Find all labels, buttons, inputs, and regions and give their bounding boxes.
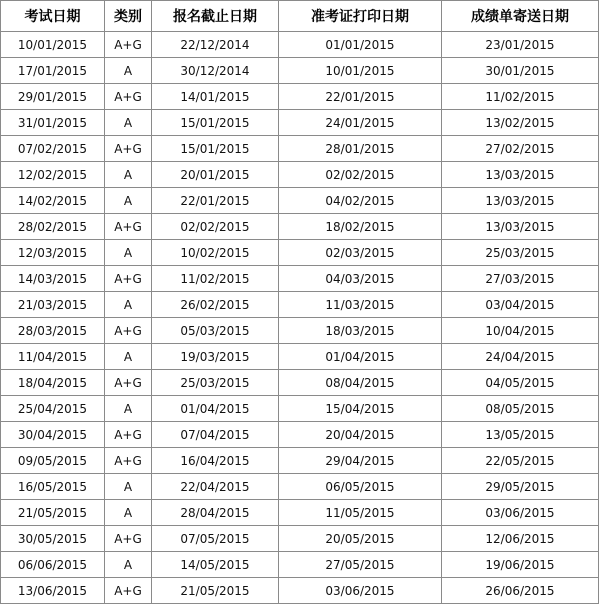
cell-print-date: 18/03/2015 xyxy=(279,318,442,344)
cell-category: A+G xyxy=(105,526,152,552)
cell-mail-date: 08/05/2015 xyxy=(442,396,599,422)
cell-category: A xyxy=(105,240,152,266)
cell-mail-date: 13/03/2015 xyxy=(442,214,599,240)
cell-registration-deadline: 22/12/2014 xyxy=(152,32,279,58)
cell-registration-deadline: 15/01/2015 xyxy=(152,110,279,136)
header-score-report-mail-date: 成绩单寄送日期 xyxy=(442,1,599,32)
cell-print-date: 18/02/2015 xyxy=(279,214,442,240)
cell-print-date: 01/01/2015 xyxy=(279,32,442,58)
cell-exam-date: 30/04/2015 xyxy=(1,422,105,448)
cell-category: A+G xyxy=(105,422,152,448)
cell-mail-date: 23/01/2015 xyxy=(442,32,599,58)
cell-print-date: 24/01/2015 xyxy=(279,110,442,136)
cell-print-date: 20/04/2015 xyxy=(279,422,442,448)
cell-print-date: 27/05/2015 xyxy=(279,552,442,578)
cell-category: A xyxy=(105,110,152,136)
table-row xyxy=(1,58,599,84)
cell-mail-date: 24/04/2015 xyxy=(442,344,599,370)
cell-print-date: 04/03/2015 xyxy=(279,266,442,292)
cell-registration-deadline: 26/02/2015 xyxy=(152,292,279,318)
table-row xyxy=(1,422,599,448)
cell-registration-deadline: 07/04/2015 xyxy=(152,422,279,448)
table-row xyxy=(1,266,599,292)
cell-exam-date: 06/06/2015 xyxy=(1,552,105,578)
table-row xyxy=(1,448,599,474)
table-row xyxy=(1,292,599,318)
cell-mail-date: 13/03/2015 xyxy=(442,162,599,188)
cell-exam-date: 10/01/2015 xyxy=(1,32,105,58)
table-row xyxy=(1,84,599,110)
cell-mail-date: 26/06/2015 xyxy=(442,578,599,604)
cell-registration-deadline: 14/05/2015 xyxy=(152,552,279,578)
cell-mail-date: 27/02/2015 xyxy=(442,136,599,162)
cell-mail-date: 29/05/2015 xyxy=(442,474,599,500)
table-row xyxy=(1,240,599,266)
table-row xyxy=(1,318,599,344)
cell-registration-deadline: 02/02/2015 xyxy=(152,214,279,240)
table-row xyxy=(1,526,599,552)
cell-print-date: 08/04/2015 xyxy=(279,370,442,396)
cell-category: A+G xyxy=(105,214,152,240)
cell-exam-date: 14/03/2015 xyxy=(1,266,105,292)
cell-exam-date: 30/05/2015 xyxy=(1,526,105,552)
cell-print-date: 02/03/2015 xyxy=(279,240,442,266)
cell-registration-deadline: 21/05/2015 xyxy=(152,578,279,604)
table-row xyxy=(1,552,599,578)
cell-category: A xyxy=(105,58,152,84)
cell-mail-date: 10/04/2015 xyxy=(442,318,599,344)
table-row xyxy=(1,110,599,136)
table-row xyxy=(1,214,599,240)
cell-mail-date: 03/04/2015 xyxy=(442,292,599,318)
cell-registration-deadline: 16/04/2015 xyxy=(152,448,279,474)
table-row xyxy=(1,162,599,188)
cell-exam-date: 12/02/2015 xyxy=(1,162,105,188)
cell-print-date: 20/05/2015 xyxy=(279,526,442,552)
cell-mail-date: 25/03/2015 xyxy=(442,240,599,266)
cell-exam-date: 17/01/2015 xyxy=(1,58,105,84)
cell-exam-date: 31/01/2015 xyxy=(1,110,105,136)
cell-registration-deadline: 20/01/2015 xyxy=(152,162,279,188)
cell-category: A+G xyxy=(105,370,152,396)
cell-category: A+G xyxy=(105,266,152,292)
cell-exam-date: 16/05/2015 xyxy=(1,474,105,500)
cell-mail-date: 13/02/2015 xyxy=(442,110,599,136)
table-row xyxy=(1,370,599,396)
cell-mail-date: 22/05/2015 xyxy=(442,448,599,474)
cell-category: A xyxy=(105,474,152,500)
cell-print-date: 01/04/2015 xyxy=(279,344,442,370)
cell-print-date: 11/05/2015 xyxy=(279,500,442,526)
cell-registration-deadline: 14/01/2015 xyxy=(152,84,279,110)
cell-category: A+G xyxy=(105,318,152,344)
cell-mail-date: 13/05/2015 xyxy=(442,422,599,448)
cell-registration-deadline: 19/03/2015 xyxy=(152,344,279,370)
cell-print-date: 06/05/2015 xyxy=(279,474,442,500)
cell-exam-date: 12/03/2015 xyxy=(1,240,105,266)
cell-category: A+G xyxy=(105,136,152,162)
cell-mail-date: 11/02/2015 xyxy=(442,84,599,110)
cell-print-date: 10/01/2015 xyxy=(279,58,442,84)
cell-mail-date: 27/03/2015 xyxy=(442,266,599,292)
cell-print-date: 03/06/2015 xyxy=(279,578,442,604)
header-category: 类别 xyxy=(105,1,152,32)
cell-exam-date: 09/05/2015 xyxy=(1,448,105,474)
cell-exam-date: 14/02/2015 xyxy=(1,188,105,214)
table-row xyxy=(1,136,599,162)
table-header xyxy=(1,1,599,32)
cell-exam-date: 25/04/2015 xyxy=(1,396,105,422)
cell-category: A+G xyxy=(105,578,152,604)
cell-category: A xyxy=(105,396,152,422)
cell-category: A xyxy=(105,500,152,526)
table-row xyxy=(1,32,599,58)
cell-exam-date: 29/01/2015 xyxy=(1,84,105,110)
cell-registration-deadline: 05/03/2015 xyxy=(152,318,279,344)
table-row xyxy=(1,188,599,214)
cell-mail-date: 03/06/2015 xyxy=(442,500,599,526)
cell-mail-date: 30/01/2015 xyxy=(442,58,599,84)
cell-category: A xyxy=(105,188,152,214)
table-row xyxy=(1,396,599,422)
cell-registration-deadline: 25/03/2015 xyxy=(152,370,279,396)
cell-exam-date: 13/06/2015 xyxy=(1,578,105,604)
cell-mail-date: 12/06/2015 xyxy=(442,526,599,552)
cell-mail-date: 04/05/2015 xyxy=(442,370,599,396)
cell-registration-deadline: 30/12/2014 xyxy=(152,58,279,84)
table-row xyxy=(1,500,599,526)
cell-mail-date: 13/03/2015 xyxy=(442,188,599,214)
cell-exam-date: 18/04/2015 xyxy=(1,370,105,396)
header-registration-deadline: 报名截止日期 xyxy=(152,1,279,32)
cell-category: A xyxy=(105,292,152,318)
cell-exam-date: 28/03/2015 xyxy=(1,318,105,344)
table-row xyxy=(1,344,599,370)
cell-print-date: 04/02/2015 xyxy=(279,188,442,214)
cell-registration-deadline: 07/05/2015 xyxy=(152,526,279,552)
cell-print-date: 22/01/2015 xyxy=(279,84,442,110)
cell-print-date: 29/04/2015 xyxy=(279,448,442,474)
cell-exam-date: 07/02/2015 xyxy=(1,136,105,162)
cell-exam-date: 11/04/2015 xyxy=(1,344,105,370)
cell-exam-date: 21/05/2015 xyxy=(1,500,105,526)
cell-category: A+G xyxy=(105,84,152,110)
cell-print-date: 28/01/2015 xyxy=(279,136,442,162)
cell-registration-deadline: 22/04/2015 xyxy=(152,474,279,500)
cell-print-date: 02/02/2015 xyxy=(279,162,442,188)
table-row xyxy=(1,474,599,500)
cell-category: A xyxy=(105,162,152,188)
cell-registration-deadline: 10/02/2015 xyxy=(152,240,279,266)
header-exam-date: 考试日期 xyxy=(1,1,105,32)
cell-category: A+G xyxy=(105,32,152,58)
table-body xyxy=(1,32,599,604)
cell-registration-deadline: 01/04/2015 xyxy=(152,396,279,422)
cell-mail-date: 19/06/2015 xyxy=(442,552,599,578)
cell-registration-deadline: 15/01/2015 xyxy=(152,136,279,162)
cell-category: A xyxy=(105,344,152,370)
cell-exam-date: 28/02/2015 xyxy=(1,214,105,240)
cell-registration-deadline: 11/02/2015 xyxy=(152,266,279,292)
cell-registration-deadline: 22/01/2015 xyxy=(152,188,279,214)
cell-registration-deadline: 28/04/2015 xyxy=(152,500,279,526)
cell-print-date: 11/03/2015 xyxy=(279,292,442,318)
table-row xyxy=(1,578,599,604)
header-row xyxy=(1,1,599,32)
cell-category: A+G xyxy=(105,448,152,474)
cell-category: A xyxy=(105,552,152,578)
cell-print-date: 15/04/2015 xyxy=(279,396,442,422)
header-admission-ticket-print-date: 准考证打印日期 xyxy=(279,1,442,32)
cell-exam-date: 21/03/2015 xyxy=(1,292,105,318)
